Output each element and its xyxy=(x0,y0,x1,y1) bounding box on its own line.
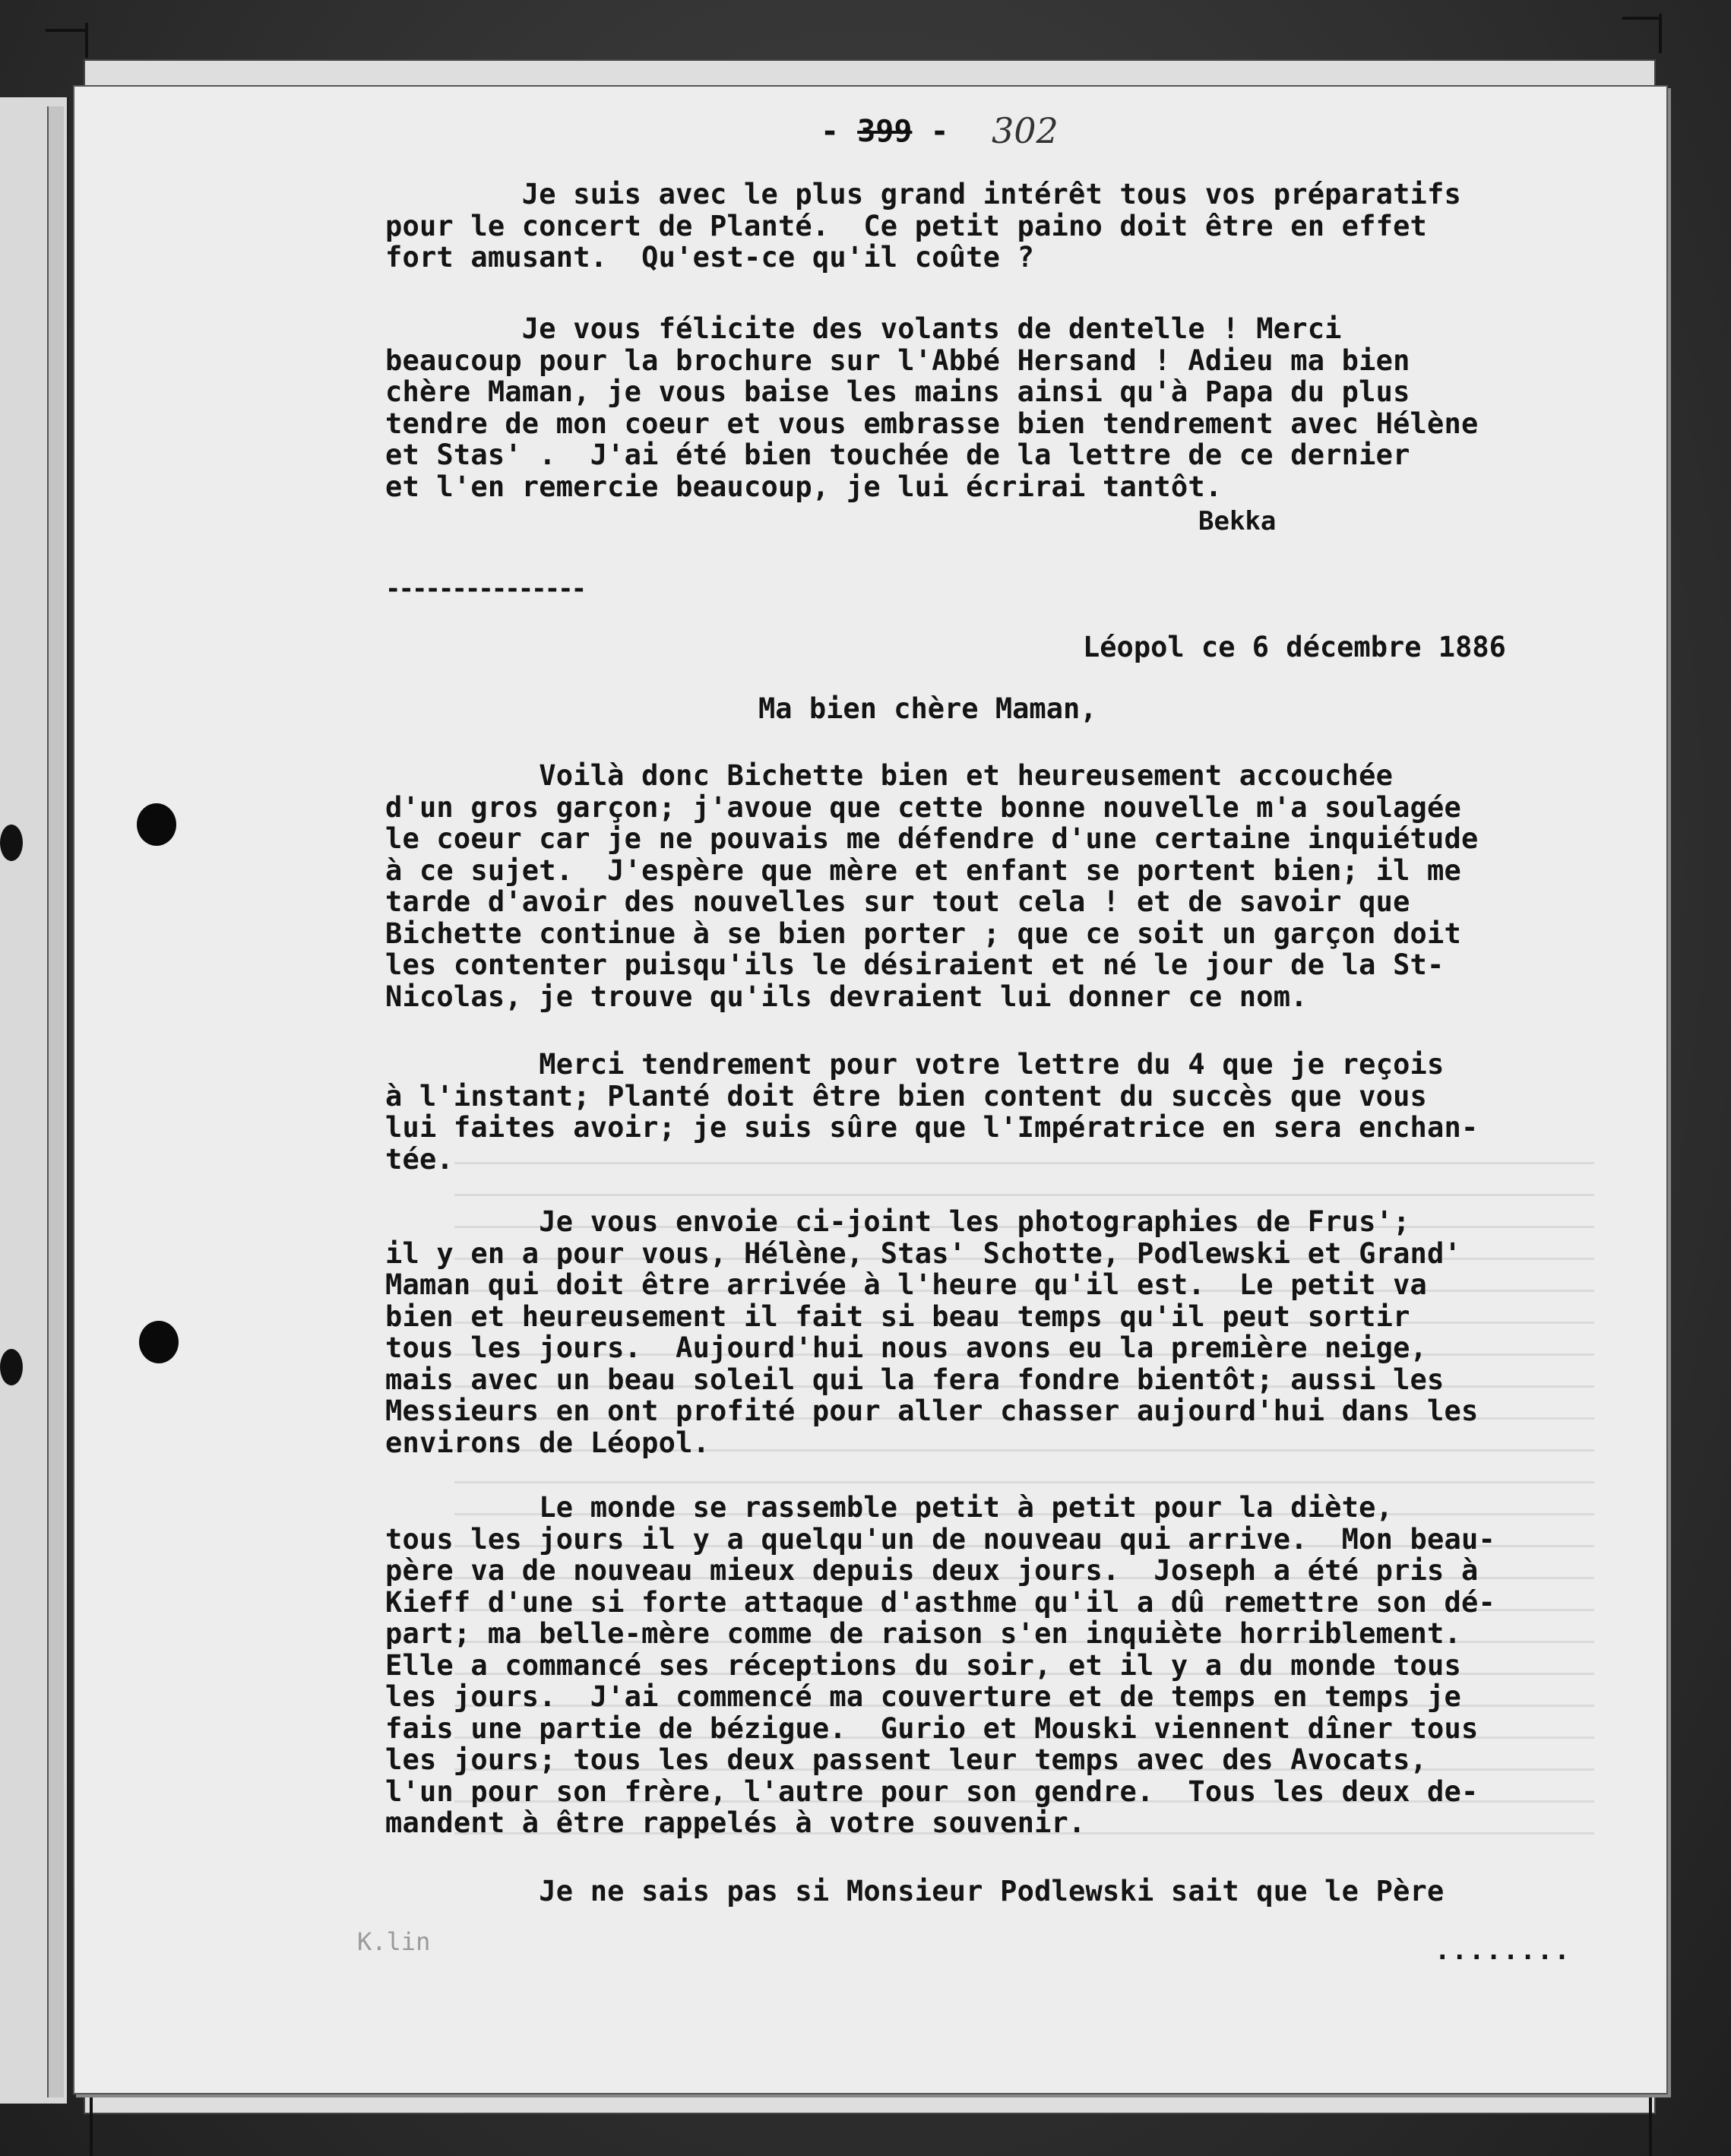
crop-mark xyxy=(46,29,88,32)
dateline: Léopol ce 6 décembre 1886 xyxy=(1083,631,1506,663)
letter2-paragraph-4: Le monde se rassemble petit à petit pour la diète, tous les jours il y a quelqu'un de nouveau qui arrive. Mon beau- père va de nouveau mieux depuis deux jours. Joseph a été pris à Kieff d'une si forte attaque d'asthme qu'il a dû remettre son dé- part; ma belle-mère comme de raison s'en inquiète horriblement. Elle a commancé ses réceptions du soir, et il y a du monde tous les jours. J'ai commencé ma couverture et de temps en temps je fais une partie de bézigue. Gurio et Mouski viennent dîner tous les jours; tous les deux passent leur temps avec des Avocats, l'un pour son frère, l'autre pour son gendre. Tous les deux de- mandent à être rappelés à votre souvenir. xyxy=(385,1491,1495,1839)
crop-mark xyxy=(1622,17,1662,20)
faint-stamp-text: K.lin xyxy=(357,1927,431,1956)
salutation: Ma bien chère Maman, xyxy=(758,692,1097,725)
continuation-dots: ........ xyxy=(1435,1936,1571,1966)
letter2-paragraph-2: Merci tendrement pour votre lettre du 4 que je reçois à l'instant; Planté doit être bien content du succès que vous lui faites avoir; je suis sûre que l'Impératrice en sera enchan- tée. xyxy=(385,1048,1479,1176)
typed-page-number: - 399 - xyxy=(821,114,949,149)
letter2-paragraph-3: Je vous envoie ci-joint les photographies de Frus'; il y en a pour vous, Hélène, Stas' Schotte, Podlewski et Grand' Maman qui doit être arrivée à l'heure qu'il est. Le petit va bien et heureusement il fait si beau temps qu'il peut sortir tous les jours. Aujourd'hui nous avons eu la première neige, mais avec un beau soleil qui la fera fondre bientôt; aussi les Messieurs en ont profité pour aller chasser aujourd'hui dans les environs de Léopol. xyxy=(385,1205,1479,1459)
page-number-value: 399 xyxy=(857,114,913,149)
punch-hole-left-page xyxy=(0,1349,23,1385)
separator-line: --------------- xyxy=(385,574,585,604)
letter1-paragraph-1: Je suis avec le plus grand intérêt tous vos préparatifs pour le concert de Planté. Ce petit paino doit être en effet fort amusant. Qu'est-ce qu'il coûte ? xyxy=(385,178,1461,274)
crop-mark xyxy=(1649,2097,1652,2156)
letter2-paragraph-5: Je ne sais pas si Monsieur Podlewski sait que le Père xyxy=(385,1875,1445,1907)
crop-mark xyxy=(85,23,88,58)
signature: Bekka xyxy=(1198,506,1277,537)
crop-mark xyxy=(90,2097,93,2156)
letter2-paragraph-1: Voilà donc Bichette bien et heureusement accouchée d'un gros garçon; j'avoue que cette bonne nouvelle m'a soulagée le coeur car je ne pouvais me défendre d'une certaine inquiétude à ce sujet. J'espère que mère et enfant se portent bien; il me tarde d'avoir des nouvelles sur tout cela ! et de savoir que Bichette continue à se bien porter ; que ce soit un garçon doit les contenter puisqu'ils le désiraient et né le jour de la St- Nicolas, je trouve qu'ils devraient lui donner ce nom. xyxy=(385,759,1479,1013)
letter1-paragraph-2: Je vous félicite des volants de dentelle ! Merci beaucoup pour la brochure sur l'Abbé Hersand ! Adieu ma bien chère Maman, je vous baise les mains ainsi qu'à Papa du plus tendre de mon coeur et vous embrasse bien tendrement avec Hélène et Stas' . J'ai été bien touchée de la lettre de ce dernier et l'en remercie beaucoup, je lui écrirai tantôt. xyxy=(385,312,1479,503)
punch-hole-left-page xyxy=(0,825,23,861)
handwritten-page-number: 302 xyxy=(992,110,1059,151)
punch-hole xyxy=(137,803,176,846)
left-page-edge xyxy=(47,106,64,2097)
punch-hole xyxy=(139,1321,179,1363)
